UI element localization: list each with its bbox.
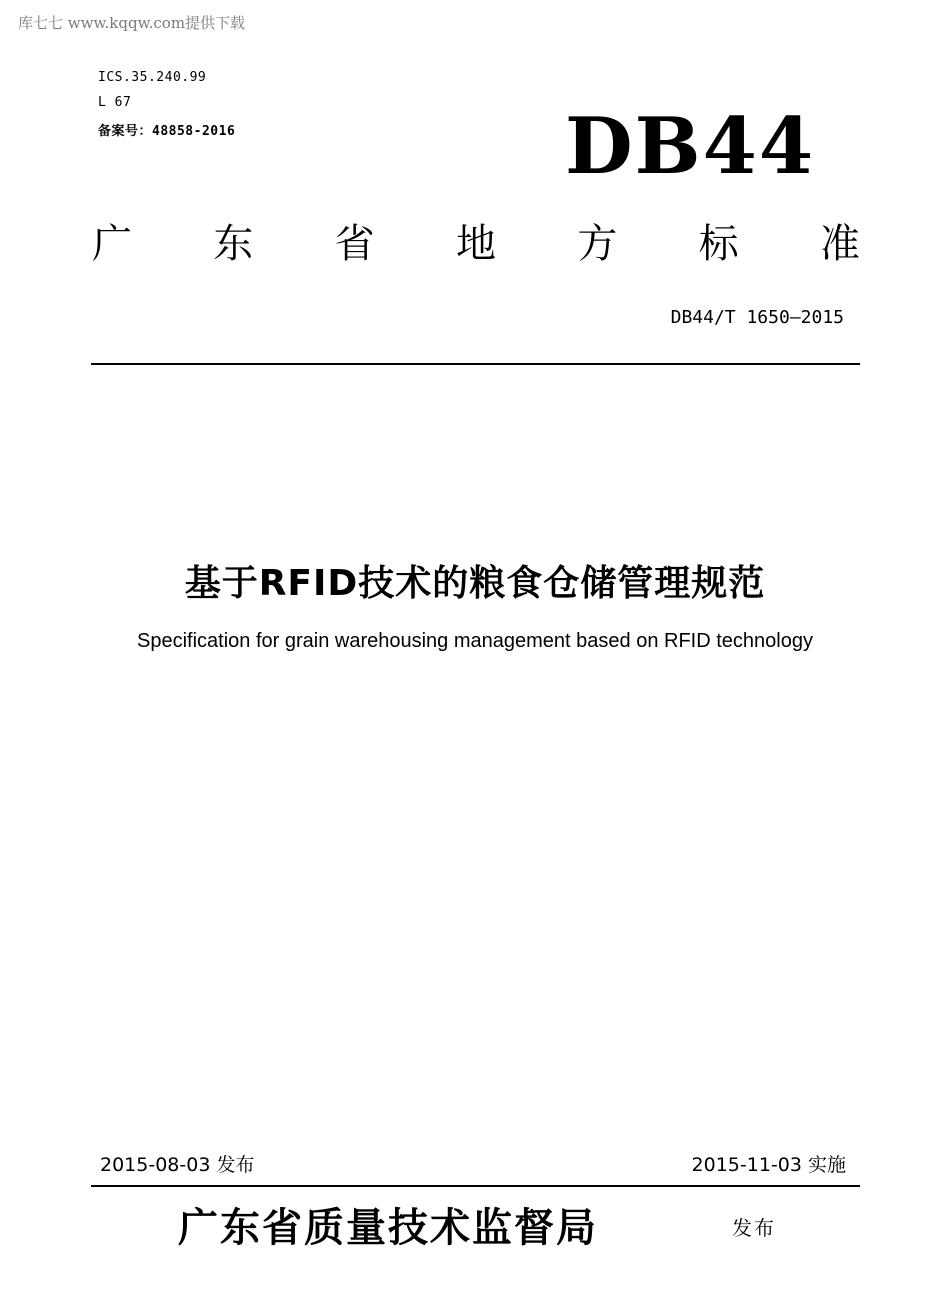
standard-title-char: 地 (455, 220, 496, 267)
standard-title-char: 省 (334, 220, 375, 267)
standard-title (92, 212, 860, 268)
standard-title-char: 标 (698, 220, 739, 267)
standard-title-char: 广 (92, 220, 132, 267)
record-number: 备案号：48858-2016 (98, 124, 236, 139)
bottom-divider (91, 1185, 860, 1187)
standard-number: DB44/T 1650—2015 (670, 307, 844, 328)
top-divider (91, 363, 860, 365)
standard-code: DB44 (565, 101, 816, 192)
release-date: 2015-08-03 发布 (100, 1154, 255, 1176)
document-title-cn: 基于RFID技术的粮食仓储管理规范 (184, 563, 766, 604)
standard-title-char: 方 (577, 220, 618, 267)
standard-title-char: 东 (213, 220, 254, 267)
ics-code: ICS.35.240.99 (98, 70, 207, 85)
implement-date: 2015-11-03 实施 (691, 1154, 846, 1176)
watermark: 库七七 www.kqqw.com提供下载 (18, 14, 246, 32)
standard-title-char: 准 (819, 220, 860, 267)
category-code: L 67 (98, 95, 132, 110)
document-title-en: Specification for grain warehousing management based on RFID technology (137, 630, 813, 652)
issuer-name: 广东省质量技术监督局 (178, 1204, 598, 1251)
issue-suffix: 发布 (732, 1216, 776, 1240)
